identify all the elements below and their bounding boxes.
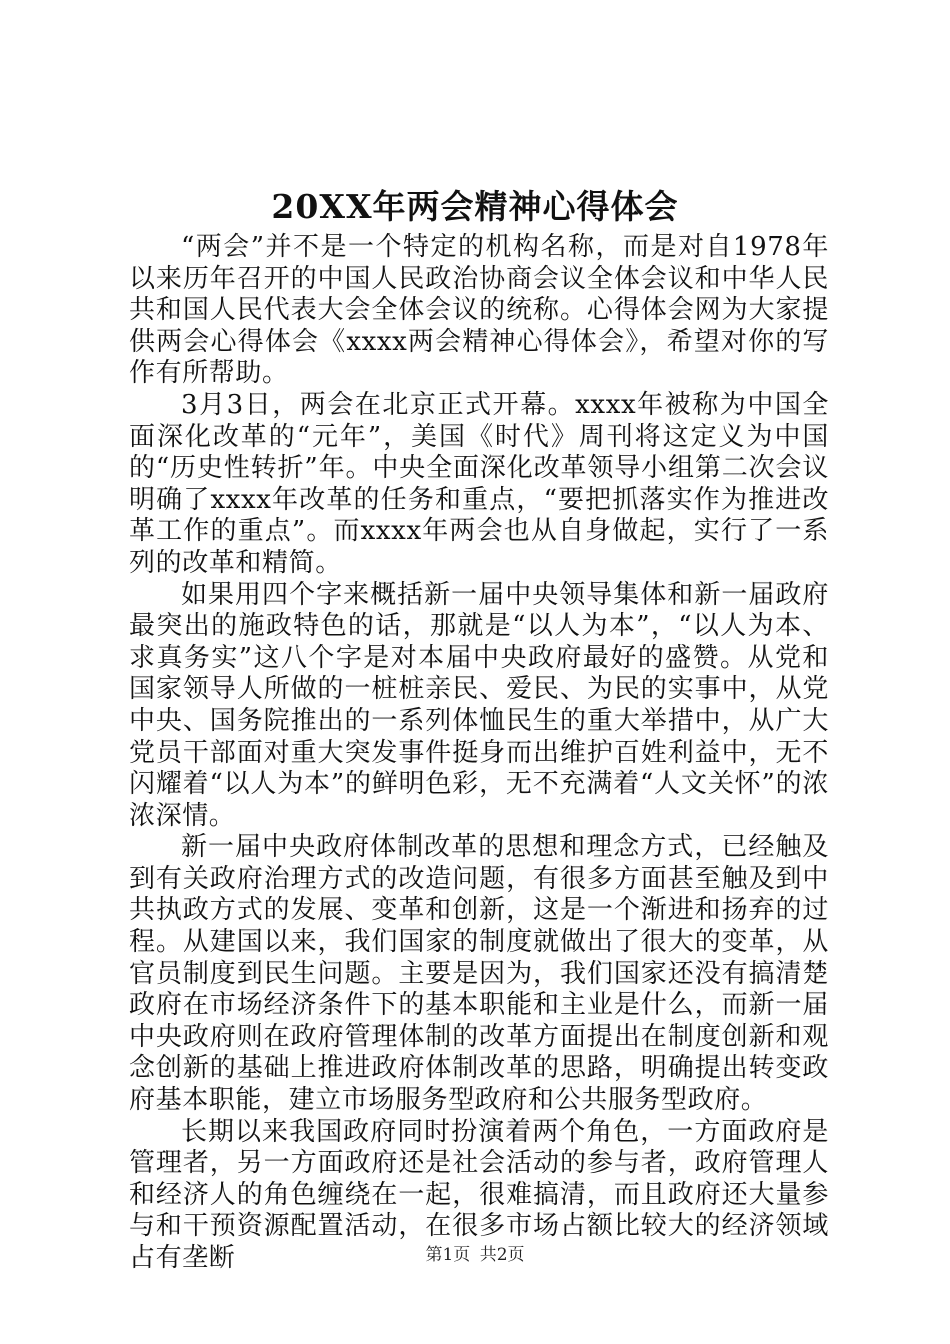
document-title: 20XX年两会精神心得体会 xyxy=(271,187,679,226)
paragraph: 新一届中央政府体制改革的思想和理念方式，已经触及到有关政府治理方式的改造问题，有很多方面甚至触及到中共执政方式的发展、变革和创新，这是一个渐进和扬弃的过程。从建国以来，我们国家的制度就做出了很大的变革，从官员制度到民生问题。主要是因为，我们国家还没有搞清楚政府在市场经济条件下的基本职能和主业是什么，而新一届中央政府则在政府管理体制的改革方面提出在制度创新和观念创新的基础上推进政府体制改革的思路，明确提出转变政府基本职能，建立市场服务型政府和公共服务型政府。 xyxy=(129,832,829,1116)
paragraph: 如果用四个字来概括新一届中央领导集体和新一届政府最突出的施政特色的话，那就是“以人为本”，“以人为本、求真务实”这八个字是对本届中央政府最好的盛赞。从党和国家领导人所做的一桩桩亲民、爱民、为民的实事中，从党中央、国务院推出的一系列体恤民生的重大举措中，从广大党员干部面对重大突发事件挺身而出维护百姓利益中，无不闪耀着“以人为本”的鲜明色彩，无不充满着“人文关怀”的浓浓深情。 xyxy=(129,579,829,831)
paragraph: 3月3日，两会在北京正式开幕。xxxx年被称为中国全面深化改革的“元年”，美国《时代》周刊将这定义为中国的“历史性转折”年。中央全面深化改革领导小组第二次会议明确了xxxx年改革的任务和重点，“要把抓落实作为推进改革工作的重点”。而xxxx年两会也从自身做起，实行了一系列的改革和精简。 xyxy=(129,389,829,578)
document-body xyxy=(129,232,829,1275)
page-footer xyxy=(0,1244,950,1266)
paragraph: 长期以来我国政府同时扮演着两个角色，一方面政府是管理者，另一方面政府还是社会活动的参与者，政府管理人和经济人的角色缠绕在一起，很难搞清，而且政府还大量参与和干预资源配置活动，在很多市场占额比较大的经济领域占有垄断 xyxy=(129,1116,829,1273)
paragraph: “两会”并不是一个特定的机构名称，而是对自1978年以来历年召开的中国人民政治协商会议全体会议和中华人民共和国人民代表大会全体会议的统称。心得体会网为大家提供两会心得体会《xxxx两会精神心得体会》，希望对你的写作有所帮助。 xyxy=(129,232,829,389)
page-number: 第1页 xyxy=(425,1245,471,1265)
page-total: 共2页 xyxy=(479,1245,525,1265)
